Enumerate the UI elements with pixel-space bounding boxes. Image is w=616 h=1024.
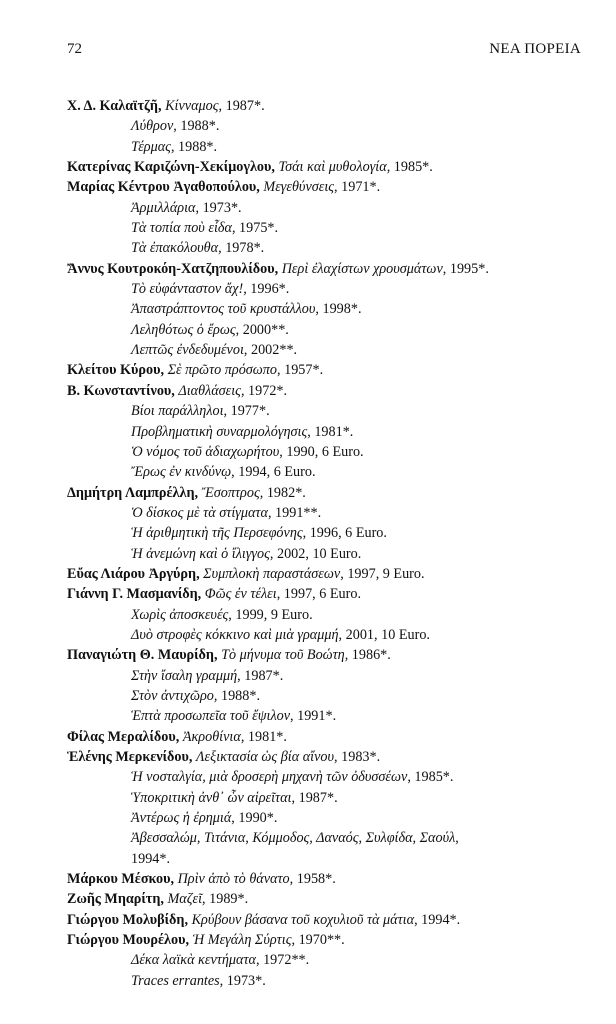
entry-details: , 1983*. <box>334 749 381 765</box>
entry-title: Ἡ ἀριθμητικὴ τῆς Περσεφόνης <box>131 525 303 542</box>
entry-author: Χ. Δ. Καλαϊτζῆ, <box>67 98 166 114</box>
entry-details: , 1975*. <box>231 220 279 237</box>
bibliography-entry <box>67 299 587 319</box>
entry-details: , 1996, 6 Euro. <box>302 525 387 542</box>
entry-details: , 1981*. <box>307 423 354 440</box>
bibliography-entry <box>67 259 587 279</box>
bibliography-entry <box>67 544 587 564</box>
entry-details: , 1971*. <box>334 179 381 196</box>
entry-title: Κίνναμος <box>165 98 219 114</box>
bibliography-list <box>67 96 587 991</box>
bibliography-entry <box>67 950 587 970</box>
entry-author: Μαρίας Κέντρου Ἀγαθοπούλου, <box>67 179 264 196</box>
entry-author: Ἑλένης Μερκενίδου, <box>67 749 196 765</box>
entry-title: Λεληθότως ὁ ἔρως <box>131 321 236 338</box>
entry-title: Ὁ δίσκος μὲ τὰ στίγματα <box>131 504 268 521</box>
entry-title: Δέκα λαϊκὰ κεντήματα <box>131 952 256 969</box>
entry-details: , 1958*. <box>289 871 336 888</box>
bibliography-entry <box>67 971 587 991</box>
bibliography-entry <box>67 645 587 665</box>
entry-details: , 2000**. <box>235 321 289 338</box>
bibliography-entry <box>67 767 587 787</box>
bibliography-entry <box>67 889 587 909</box>
entry-details: , 1995*. <box>442 260 489 277</box>
bibliography-entry <box>67 828 587 848</box>
bibliography-entry <box>67 686 587 706</box>
entry-title: Δυὸ στροφὲς κόκκινο καὶ μιὰ γραμμή <box>131 626 339 643</box>
entry-details: , 2002, 10 Euro. <box>269 545 362 562</box>
entry-title: Ἡ Μεγάλη Σύρτις <box>192 932 292 949</box>
bibliography-entry <box>67 238 587 258</box>
page-number: 72 <box>67 41 82 57</box>
entry-details: , 1999, 9 Euro. <box>228 606 313 623</box>
entry-title: Ἡ ἀνεμώνη καὶ ὁ ἴλιγγος <box>131 545 270 562</box>
entry-title: Ἔρως ἐν κινδύνῳ <box>131 464 232 481</box>
entry-title: Στὸν ἀντιχῶρο <box>131 687 214 704</box>
entry-details: , 1985*. <box>407 769 454 786</box>
bibliography-entry <box>67 747 587 767</box>
entry-author: Γιώργου Μολυβίδη, <box>67 911 192 928</box>
entry-title: Ἀρμιλλάρια <box>131 199 196 216</box>
entry-title: Συμπλοκὴ παραστάσεων <box>203 565 341 582</box>
entry-details: , 1985*. <box>386 159 433 176</box>
entry-title: Ἀβεσσαλώμ, Τιτάνια, Κόμμοδος, Δαναός, Συλφίδα, Σαούλ <box>131 830 456 847</box>
entry-title: Χωρὶς ἀποσκευές <box>131 606 229 623</box>
entry-author: Β. Κωνσταντίνου, <box>67 382 179 399</box>
entry-title: Ἔσοπτρος <box>201 484 260 501</box>
entry-title: Βίοι παράλληλοι <box>131 403 224 420</box>
entry-details: , 1957*. <box>277 362 324 379</box>
entry-author: Παναγιώτη Θ. Μαυρίδη, <box>67 647 222 664</box>
bibliography-entry <box>67 605 587 625</box>
entry-title: Τὰ ἐπακόλουθα <box>131 240 219 257</box>
entry-details: , 1997, 9 Euro. <box>340 565 425 582</box>
entry-details: , <box>455 830 459 847</box>
entry-details: , 1977*. <box>223 403 270 420</box>
entry-details: , 1998*. <box>315 301 362 318</box>
entry-title: Προβληματικὴ συναρμολόγησις <box>131 423 308 440</box>
bibliography-entry <box>67 137 587 157</box>
bibliography-entry <box>67 96 587 116</box>
entry-title: Στὴν ἴσαλη γραμμή <box>131 667 238 684</box>
entry-details: , 1988*. <box>173 118 220 135</box>
entry-details: , 1991**. <box>267 504 322 521</box>
bibliography-entry <box>67 706 587 726</box>
bibliography-entry <box>67 177 587 197</box>
entry-author: Δημήτρη Λαμπρέλλη, <box>67 484 202 501</box>
bibliography-entry <box>67 503 587 523</box>
bibliography-entry <box>67 320 587 340</box>
entry-details: , 1994, 6 Euro. <box>231 464 316 481</box>
entry-title: Περὶ ἐλαχίστων χρουσμάτων <box>281 260 443 277</box>
entry-details: , 1986*. <box>344 647 391 664</box>
entry-details: , 1994*. <box>414 911 461 928</box>
entry-author: Μάρκου Μέσκου, <box>67 871 178 888</box>
entry-title: Σὲ πρῶτο πρόσωπο <box>167 362 278 379</box>
bibliography-entry <box>67 218 587 238</box>
entry-details: , 1996*. <box>243 281 290 298</box>
entry-title: Κρύβουν βάσανα τοῦ κοχυλιοῦ τὰ μάτια <box>191 911 415 928</box>
bibliography-entry <box>67 930 587 950</box>
entry-title: Πρὶν ἀπὸ τὸ θάνατο <box>177 871 290 888</box>
bibliography-entry <box>67 198 587 218</box>
entry-title: Τὰ τοπία ποὺ εἶδα <box>131 220 232 237</box>
entry-details: , 1997, 6 Euro. <box>276 586 362 603</box>
entry-title: Λύθρον <box>131 118 174 135</box>
entry-details: , 1987*. <box>218 98 265 114</box>
bibliography-entry <box>67 279 587 299</box>
entry-title: Τὸ μήνυμα τοῦ Βοώτη <box>221 647 345 664</box>
bibliography-entry <box>67 483 587 503</box>
entry-title: Τέρμας <box>131 138 171 155</box>
entry-details: , 1973*. <box>195 199 242 216</box>
entry-details: , 1981*. <box>240 728 287 745</box>
bibliography-entry <box>67 788 587 808</box>
entry-details: , 2001, 10 Euro. <box>338 626 430 643</box>
entry-details: 1994*. <box>131 850 171 867</box>
entry-title: Μεγεθύνσεις <box>263 179 335 196</box>
entry-details: , 1982*. <box>259 484 306 501</box>
bibliography-entry <box>67 910 587 930</box>
entry-title: Λεπτῶς ἐνδεδυμένοι <box>131 342 244 359</box>
bibliography-entry <box>67 422 587 442</box>
bibliography-entry <box>67 666 587 686</box>
bibliography-entry <box>67 157 587 177</box>
entry-title: Λεξικτασία ὡς βία αἴνου <box>195 749 335 765</box>
entry-title: Ἀπαστράπτοντος τοῦ κρυστάλλου <box>131 301 316 318</box>
entry-author: Γιώργου Μουρέλου, <box>67 932 193 949</box>
bibliography-entry <box>67 625 587 645</box>
entry-author: Ἄννυς Κουτροκόη-Χατζηπουλίδου, <box>67 260 282 277</box>
entry-author: Γιάννη Γ. Μασμανίδη, <box>67 586 205 603</box>
entry-title: Ἡ νοσταλγία, μιὰ δροσερὴ μηχανὴ τῶν ὀδυσσέων <box>131 769 408 786</box>
entry-details: , 1972**. <box>255 952 310 969</box>
bibliography-entry <box>67 869 587 889</box>
bibliography-entry <box>67 116 587 136</box>
entry-details: , 1988*. <box>170 138 218 155</box>
entry-details: , 1991*. <box>290 708 337 725</box>
entry-title: Ὁ νόμος τοῦ ἀδιαχωρήτου <box>131 443 280 460</box>
bibliography-entry <box>67 523 587 543</box>
running-title: ΝΕΑ ΠΟΡΕΙΑ <box>489 41 581 57</box>
entry-title: Ὑποκριτικὴ ἀνθ᾿ ὧν αἱρεῖται <box>131 789 292 806</box>
bibliography-entry <box>67 849 587 869</box>
entry-details: , 1970**. <box>291 932 345 949</box>
entry-title: Ἑπτὰ προσωπεῖα τοῦ ἔψιλον <box>131 708 290 725</box>
entry-author: Κατερίνας Καριζώνη-Χεκίμογλου, <box>67 159 279 176</box>
entry-details: , 1990*. <box>231 810 278 827</box>
entry-details: , 1973*. <box>219 972 266 989</box>
entry-details: , 1989*. <box>202 891 249 908</box>
entry-author: Κλείτου Κύρου, <box>67 362 168 379</box>
entry-details: , 1988*. <box>213 687 260 704</box>
entry-details: , 1990, 6 Euro. <box>279 443 364 460</box>
entry-title: Τὸ εὐφάνταστον ἄχ! <box>131 281 244 298</box>
entry-title: Τσάι καὶ μυθολογία <box>278 159 387 176</box>
entry-details: , 1978*. <box>218 240 265 257</box>
entry-details: , 2002**. <box>243 342 298 359</box>
entry-author: Φίλας Μεραλίδου, <box>67 728 183 745</box>
bibliography-entry <box>67 808 587 828</box>
entry-author: Ζωῆς Μηαρίτη, <box>67 891 168 908</box>
entry-author: Εὔας Λιάρου Ἀργύρη, <box>67 565 204 582</box>
bibliography-entry <box>67 442 587 462</box>
bibliography-entry <box>67 360 587 380</box>
entry-title: Traces errantes <box>131 972 220 989</box>
bibliography-entry <box>67 340 587 360</box>
bibliography-entry <box>67 727 587 747</box>
entry-details: , 1987*. <box>291 789 338 806</box>
entry-title: Διαθλάσεις <box>178 382 241 399</box>
bibliography-entry <box>67 462 587 482</box>
entry-details: , 1972*. <box>240 382 288 399</box>
bibliography-entry <box>67 584 587 604</box>
entry-title: Φῶς ἐν τέλει <box>204 586 277 603</box>
bibliography-entry <box>67 564 587 584</box>
bibliography-entry <box>67 401 587 421</box>
bibliography-entry <box>67 381 587 401</box>
entry-title: Μαζεῖ <box>167 891 203 908</box>
entry-title: Ἀκροθίνια <box>182 728 241 745</box>
entry-details: , 1987*. <box>237 667 284 684</box>
entry-title: Ἀντέρως ἡ ἐρημιά <box>131 810 232 827</box>
